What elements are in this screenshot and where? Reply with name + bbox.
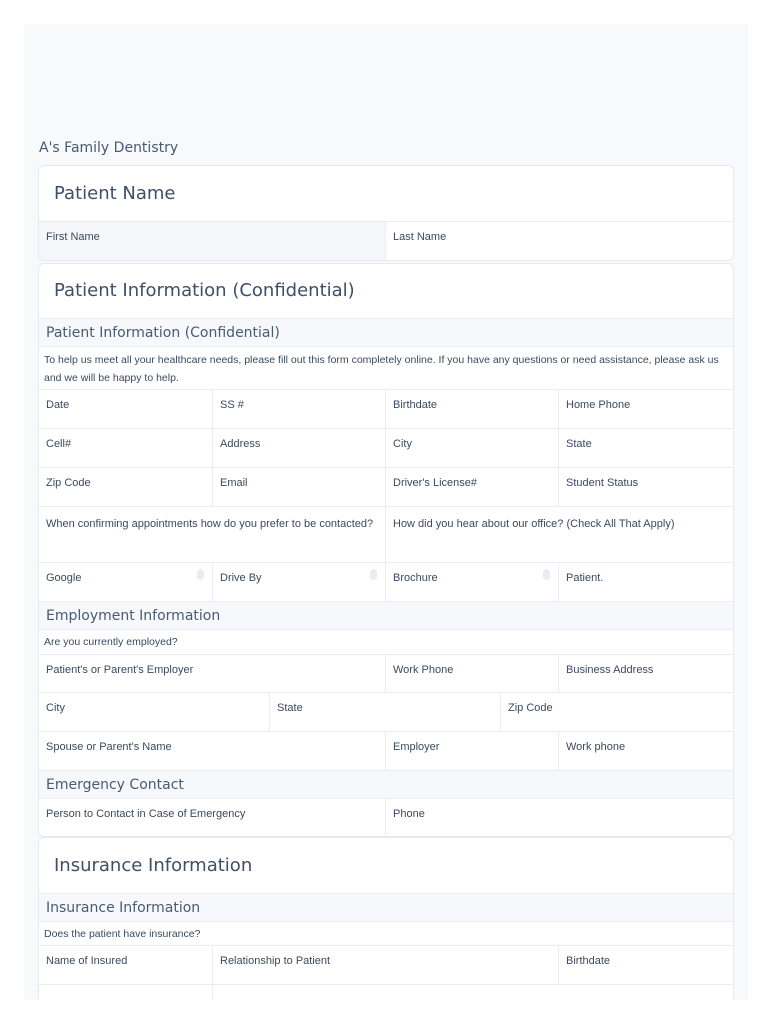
address-field[interactable]: Address xyxy=(213,429,386,467)
insurance-section-label: Insurance Information xyxy=(39,893,733,921)
option-brochure[interactable] xyxy=(386,563,559,601)
ssn-field[interactable]: SS # xyxy=(213,390,386,428)
option-label: Google xyxy=(46,572,82,584)
form-page xyxy=(24,24,748,1000)
home-phone-field[interactable]: Home Phone xyxy=(566,399,631,411)
employment-question: Are you currently employed? xyxy=(39,629,733,654)
option-google[interactable] xyxy=(39,563,213,601)
employment-section-label: Employment Information xyxy=(39,601,733,629)
first-name-field[interactable]: First Name xyxy=(39,222,386,260)
cell-phone-field[interactable]: Cell# xyxy=(39,429,213,467)
insured-birthdate-field[interactable]: Birthdate xyxy=(566,955,611,967)
patient-info-title: Patient Information (Confidential) xyxy=(54,280,355,301)
spouse-work-phone-field[interactable]: Work phone xyxy=(566,741,626,753)
option-drive-by[interactable] xyxy=(213,563,386,601)
patient-info-section-label: Patient Information (Confidential) xyxy=(39,318,733,346)
insurance-card xyxy=(38,837,734,1000)
name-of-insured-field[interactable]: Name of Insured xyxy=(39,946,213,984)
contact-preference-field[interactable]: When confirming appointments how do you prefer to be contacted? xyxy=(39,507,386,562)
heard-about-field[interactable]: How did you hear about our office? (Check All That Apply) xyxy=(393,518,675,530)
emergency-phone-field[interactable]: Phone xyxy=(393,808,425,820)
insurance-row-cell[interactable] xyxy=(39,985,213,1000)
business-address-field[interactable]: Business Address xyxy=(566,664,654,676)
student-status-field[interactable]: Student Status xyxy=(566,477,639,489)
work-phone-field[interactable]: Work Phone xyxy=(386,655,559,692)
emergency-person-field[interactable]: Person to Contact in Case of Emergency xyxy=(39,799,386,837)
birthdate-field[interactable]: Birthdate xyxy=(386,390,559,428)
drivers-license-field[interactable]: Driver's License# xyxy=(386,468,559,506)
radio-icon[interactable] xyxy=(197,569,204,580)
option-patient[interactable] xyxy=(559,563,733,601)
spouse-employer-field[interactable]: Employer xyxy=(386,732,559,770)
patient-name-title: Patient Name xyxy=(54,183,176,204)
organization-name: A's Family Dentistry xyxy=(39,140,179,156)
patient-info-card xyxy=(38,263,734,837)
last-name-field[interactable]: Last Name xyxy=(393,231,447,243)
employer-city-field[interactable]: City xyxy=(39,693,270,731)
patient-info-intro: To help us meet all your healthcare needs, please fill out this form completely online. If you have any questions or need assistance, please ask us and we will be happy to help. xyxy=(39,346,733,389)
state-field[interactable]: State xyxy=(566,438,592,450)
city-field[interactable]: City xyxy=(386,429,559,467)
option-label: Patient. xyxy=(566,572,604,584)
relationship-field[interactable]: Relationship to Patient xyxy=(213,946,559,984)
spouse-name-field[interactable]: Spouse or Parent's Name xyxy=(39,732,386,770)
emergency-section-label: Emergency Contact xyxy=(39,770,733,798)
employer-field[interactable]: Patient's or Parent's Employer xyxy=(39,655,386,692)
email-field[interactable]: Email xyxy=(213,468,386,506)
date-field[interactable]: Date xyxy=(39,390,213,428)
option-label: Drive By xyxy=(220,572,262,584)
radio-icon[interactable] xyxy=(543,569,550,580)
insurance-question: Does the patient have insurance? xyxy=(39,921,733,945)
zip-code-field[interactable]: Zip Code xyxy=(39,468,213,506)
employer-state-field[interactable]: State xyxy=(270,693,501,731)
option-label: Brochure xyxy=(393,572,438,584)
employer-zip-field[interactable]: Zip Code xyxy=(508,702,553,714)
insurance-row-cell[interactable] xyxy=(213,985,733,1000)
patient-name-card xyxy=(38,165,734,261)
insurance-title: Insurance Information xyxy=(54,855,253,876)
radio-icon[interactable] xyxy=(370,569,377,580)
